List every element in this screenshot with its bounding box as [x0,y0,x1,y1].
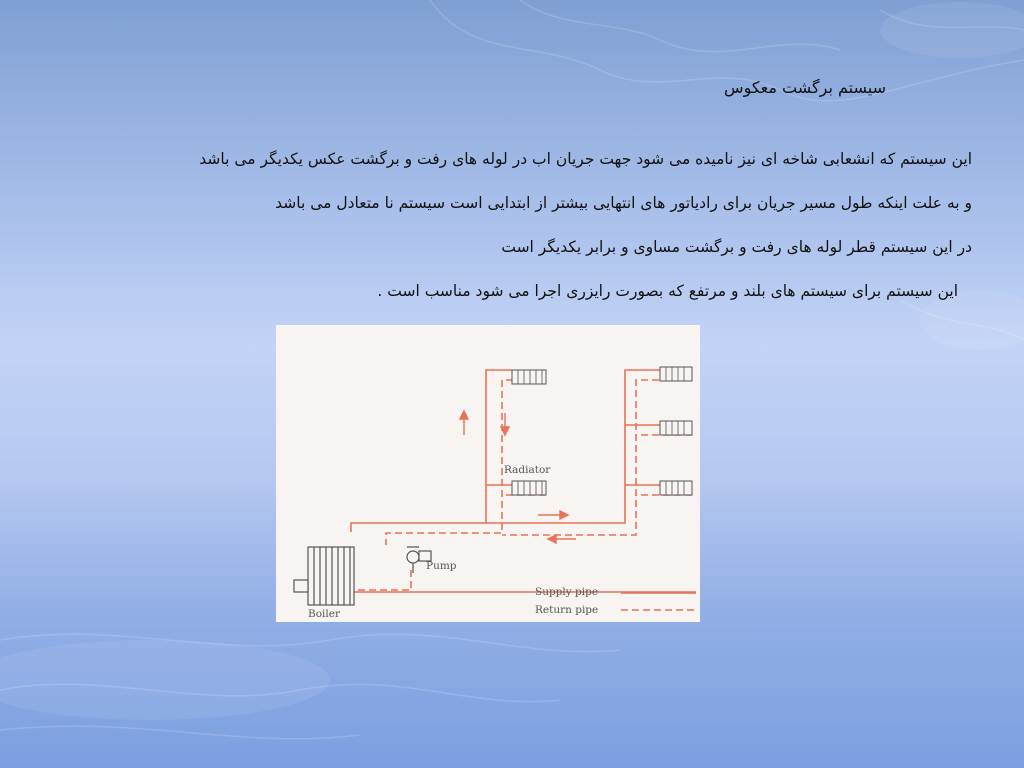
paragraph-line: و به علت اینکه طول مسیر جریان برای رادیاتور های انتهایی بیشتر از ابتدایی است سیستم نا متعادل می باشد [275,194,972,212]
return-pipe [351,570,411,590]
radiator-icon [660,481,692,495]
boiler-label: Boiler [308,608,340,620]
piping-schematic [276,325,700,622]
return-pipe [386,380,546,545]
radiator-icon [660,367,692,381]
paragraph-line: در این سیستم قطر لوله های رفت و برگشت مساوی و برابر یکدیگر است [501,238,972,256]
supply-pipe [351,370,512,532]
paragraph-line: این سیستم که انشعابی شاخه ای نیز نامیده می شود جهت جریان اب در لوله های رفت و برگشت عکس یکدیگر می باشد [199,150,972,168]
radiator-icon [660,421,692,435]
slide-title: سیستم برگشت معکوس [724,78,886,97]
pump-label: Pump [426,560,457,572]
paragraph-line: این سیستم برای سیستم های بلند و مرتفع که بصورت رایزری اجرا می شود مناسب است . [377,282,958,300]
return-pipe [502,380,692,535]
return-pipe-label: Return pipe [535,604,599,616]
radiator-icon [512,370,546,384]
supply-pipe [486,370,660,523]
supply-pipe-label: Supply pipe [535,586,599,598]
reverse-return-diagram [276,325,700,622]
radiator-label: Radiator [504,464,551,476]
radiator-icon [512,481,546,495]
boiler-icon [294,547,354,605]
slide-body [112,146,972,322]
